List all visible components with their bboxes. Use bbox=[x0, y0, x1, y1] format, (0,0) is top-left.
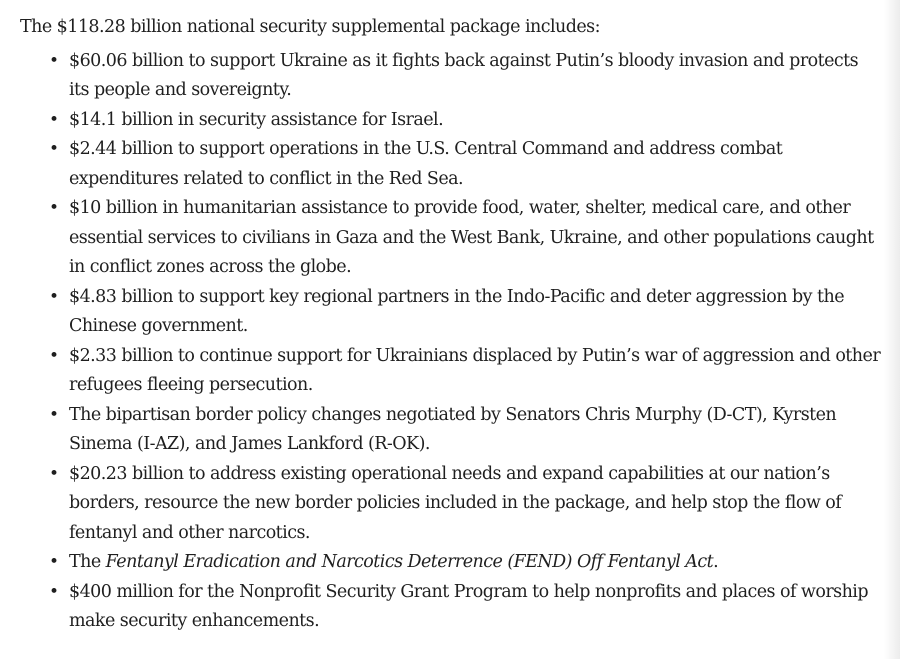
item-text: $2.33 billion to continue support for Ukrainians displaced by Putin’s war of aggression and other refugees fleeing persecution. bbox=[69, 345, 881, 395]
bullet-icon: • bbox=[49, 345, 59, 366]
item-text: $20.23 billion to address existing operational needs and expand capabilities at our nation’s borders, resource the new border policies included in the package, and help stop the flow of fentanyl and other narcotics. bbox=[69, 463, 842, 543]
bullet-icon: • bbox=[49, 552, 59, 572]
list-item bbox=[49, 283, 882, 342]
item-text-suffix: . bbox=[713, 552, 719, 572]
bullet-icon: • bbox=[49, 50, 59, 71]
bullet-icon: • bbox=[49, 581, 59, 602]
page-edge-shade bbox=[884, 0, 900, 659]
list-item bbox=[49, 460, 882, 549]
list-item bbox=[49, 342, 882, 401]
item-text-prefix: The bbox=[69, 552, 106, 572]
bullet-icon: • bbox=[49, 109, 59, 130]
package-items-list bbox=[20, 47, 882, 637]
item-text: $4.83 billion to support key regional partners in the Indo-Pacific and deter aggression by the Chinese government. bbox=[69, 286, 844, 336]
list-item bbox=[49, 106, 882, 136]
item-text: The bipartisan border policy changes negotiated by Senators Chris Murphy (D-CT), Kyrsten Sinema (I-AZ), and James Lankford (R-OK). bbox=[69, 404, 837, 454]
list-item bbox=[49, 401, 882, 460]
list-item bbox=[49, 135, 882, 194]
intro-text: The $118.28 billion national security supplemental package includes: bbox=[20, 17, 600, 37]
list-item bbox=[49, 47, 882, 106]
bullet-icon: • bbox=[49, 139, 59, 159]
act-name-emphasis: Fentanyl Eradication and Narcotics Deterrence (FEND) Off Fentanyl Act bbox=[105, 552, 714, 572]
item-text: $14.1 billion in security assistance for Israel. bbox=[69, 109, 444, 130]
list-item bbox=[49, 578, 882, 637]
list-item bbox=[49, 194, 882, 283]
bullet-icon: • bbox=[49, 198, 59, 218]
item-text: $2.44 billion to support operations in the U.S. Central Command and address combat expenditures related to conflict in the Red Sea. bbox=[69, 139, 783, 189]
bullet-icon: • bbox=[49, 404, 59, 425]
item-text: $10 billion in humanitarian assistance to provide food, water, shelter, medical care, and other essential services to civilians in Gaza and the West Bank, Ukraine, and other populations caught in conflict zones across the globe. bbox=[69, 198, 874, 277]
item-text: $400 million for the Nonprofit Security Grant Program to help nonprofits and places of worship make security enhancements. bbox=[69, 581, 869, 631]
list-item bbox=[49, 548, 882, 578]
item-text: $60.06 billion to support Ukraine as it fights back against Putin’s bloody invasion and protects its people and sovereignty. bbox=[69, 50, 859, 100]
bullet-icon: • bbox=[49, 463, 59, 484]
bullet-icon: • bbox=[49, 286, 59, 307]
